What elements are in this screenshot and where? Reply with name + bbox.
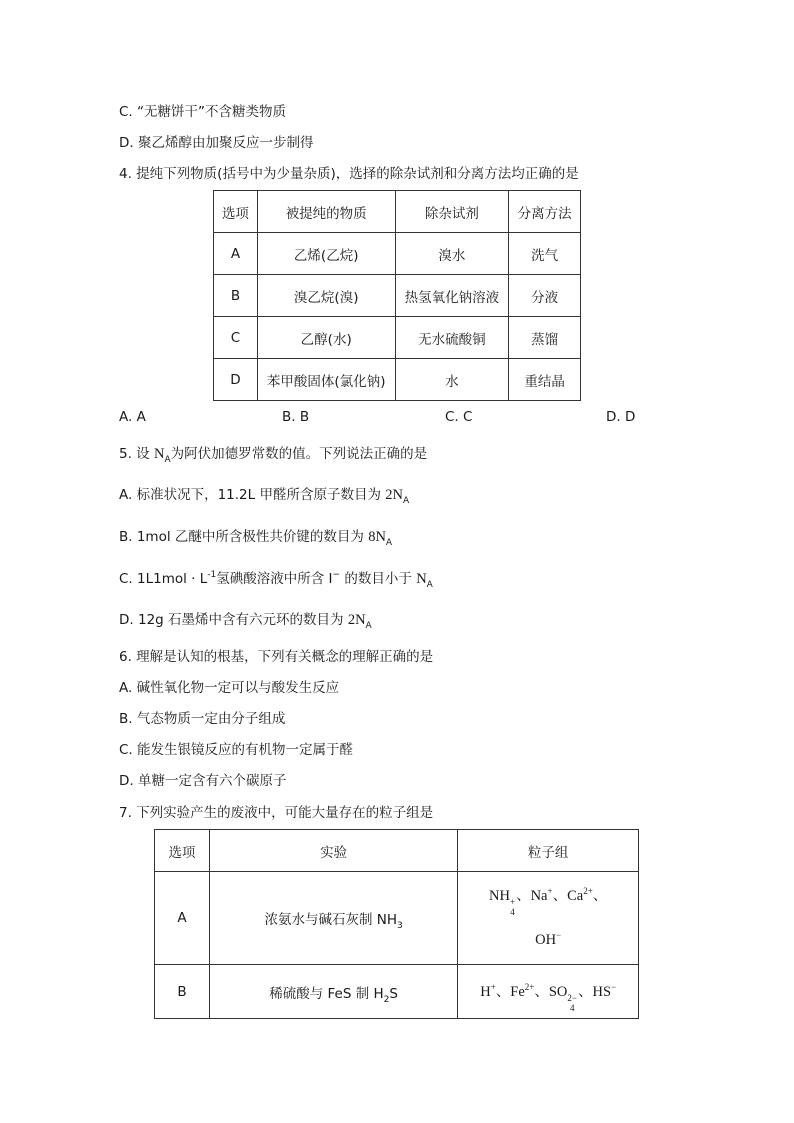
q6-option-d: D. 单糖一定含有六个碳原子 [119, 773, 287, 789]
answer-option-b: B. B [282, 409, 310, 425]
table-header: 实验 [209, 830, 457, 872]
table-header: 被提纯的物质 [257, 191, 395, 233]
table-cell: 稀硫酸与 FeS 制 $H_2S$ [209, 965, 457, 1019]
table-header: 选项 [214, 191, 258, 233]
q6-option-a: A. 碱性氧化物一定可以与酸发生反应 [119, 680, 340, 696]
q4-answer-options [0, 409, 794, 427]
particle-line-1: NH + 4 、Na+、$Ca^{2+}$、 [489, 886, 608, 917]
table-cell: D [214, 359, 258, 401]
table-cell: 重结晶 [509, 359, 581, 401]
q4-table [213, 190, 581, 401]
table-row [214, 359, 581, 401]
table-cell: 水 [395, 359, 509, 401]
table-row [214, 317, 581, 359]
table-row [214, 233, 581, 275]
q7-stem: 7. 下列实验产生的废液中，可能大量存在的粒子组是 [119, 805, 434, 821]
answer-option-d: D. D [606, 409, 636, 425]
answer-option-a: A. A [119, 409, 146, 425]
particle-line-2: OH− [535, 930, 562, 948]
table-header-row [214, 191, 581, 233]
table-cell: A [155, 872, 210, 965]
table-cell: 乙醇(水) [257, 317, 395, 359]
q6-option-c: C. 能发生银镜反应的有机物一定属于醛 [119, 742, 354, 758]
q5-option-c: C. $1L1mol \cdot L^{-1}$氢碘酸溶液中所含 I− 的数目小于 $N_A$ [119, 570, 433, 590]
table-cell: 苯甲酸固体(氯化钠) [257, 359, 395, 401]
table-cell: A [214, 233, 258, 275]
table-cell: 蒸馏 [509, 317, 581, 359]
table-cell [458, 872, 639, 965]
table-header: 选项 [155, 830, 210, 872]
table-header: 除杂试剂 [395, 191, 509, 233]
table-cell: 分液 [509, 275, 581, 317]
table-header-row [155, 830, 639, 872]
table-row [155, 872, 639, 965]
table-cell: 乙烯(乙烷) [257, 233, 395, 275]
table-header: 分离方法 [509, 191, 581, 233]
table-cell: 溴水 [395, 233, 509, 275]
table-cell: B [155, 965, 210, 1019]
table-cell: 洗气 [509, 233, 581, 275]
table-cell: 无水硫酸铜 [395, 317, 509, 359]
answer-option-c: C. C [445, 409, 473, 425]
table-cell: 溴乙烷(溴) [257, 275, 395, 317]
table-row [155, 965, 639, 1019]
q5-option-d: D. 12g 石墨烯中含有六元环的数目为 $2N_A$ [119, 612, 372, 631]
table-cell: C [214, 317, 258, 359]
q6-option-b: B. 气态物质一定由分子组成 [119, 711, 286, 727]
q3-option-d: D. 聚乙烯醇由加聚反应一步制得 [119, 135, 314, 151]
q5-option-b: B. 1mol 乙醚中所含极性共价键的数目为 $8N_A$ [119, 529, 393, 548]
q6-stem: 6. 理解是认知的根基，下列有关概念的理解正确的是 [119, 649, 434, 665]
q5-stem: 5. 设 $N_A$为阿伏加德罗常数的值。下列说法正确的是 [119, 446, 428, 465]
q4-stem: 4. 提纯下列物质(括号中为少量杂质)，选择的除杂试剂和分离方法均正确的是 [119, 166, 579, 182]
table-cell: B [214, 275, 258, 317]
q3-option-c: C. “无糖饼干”不含糖类物质 [119, 104, 286, 120]
q7-table [154, 829, 639, 1019]
table-header: 粒子组 [458, 830, 639, 872]
table-cell: 浓氨水与碱石灰制 $NH_3$ [209, 872, 457, 965]
table-row [214, 275, 581, 317]
table-cell: 热氢氧化钠溶液 [395, 275, 509, 317]
table-cell: H+、$Fe^{2+}$、SO 2− 4 、HS− [458, 965, 639, 1019]
q5-option-a: A. 标准状况下，11.2L 甲醛所含原子数目为 $2N_A$ [119, 487, 410, 506]
